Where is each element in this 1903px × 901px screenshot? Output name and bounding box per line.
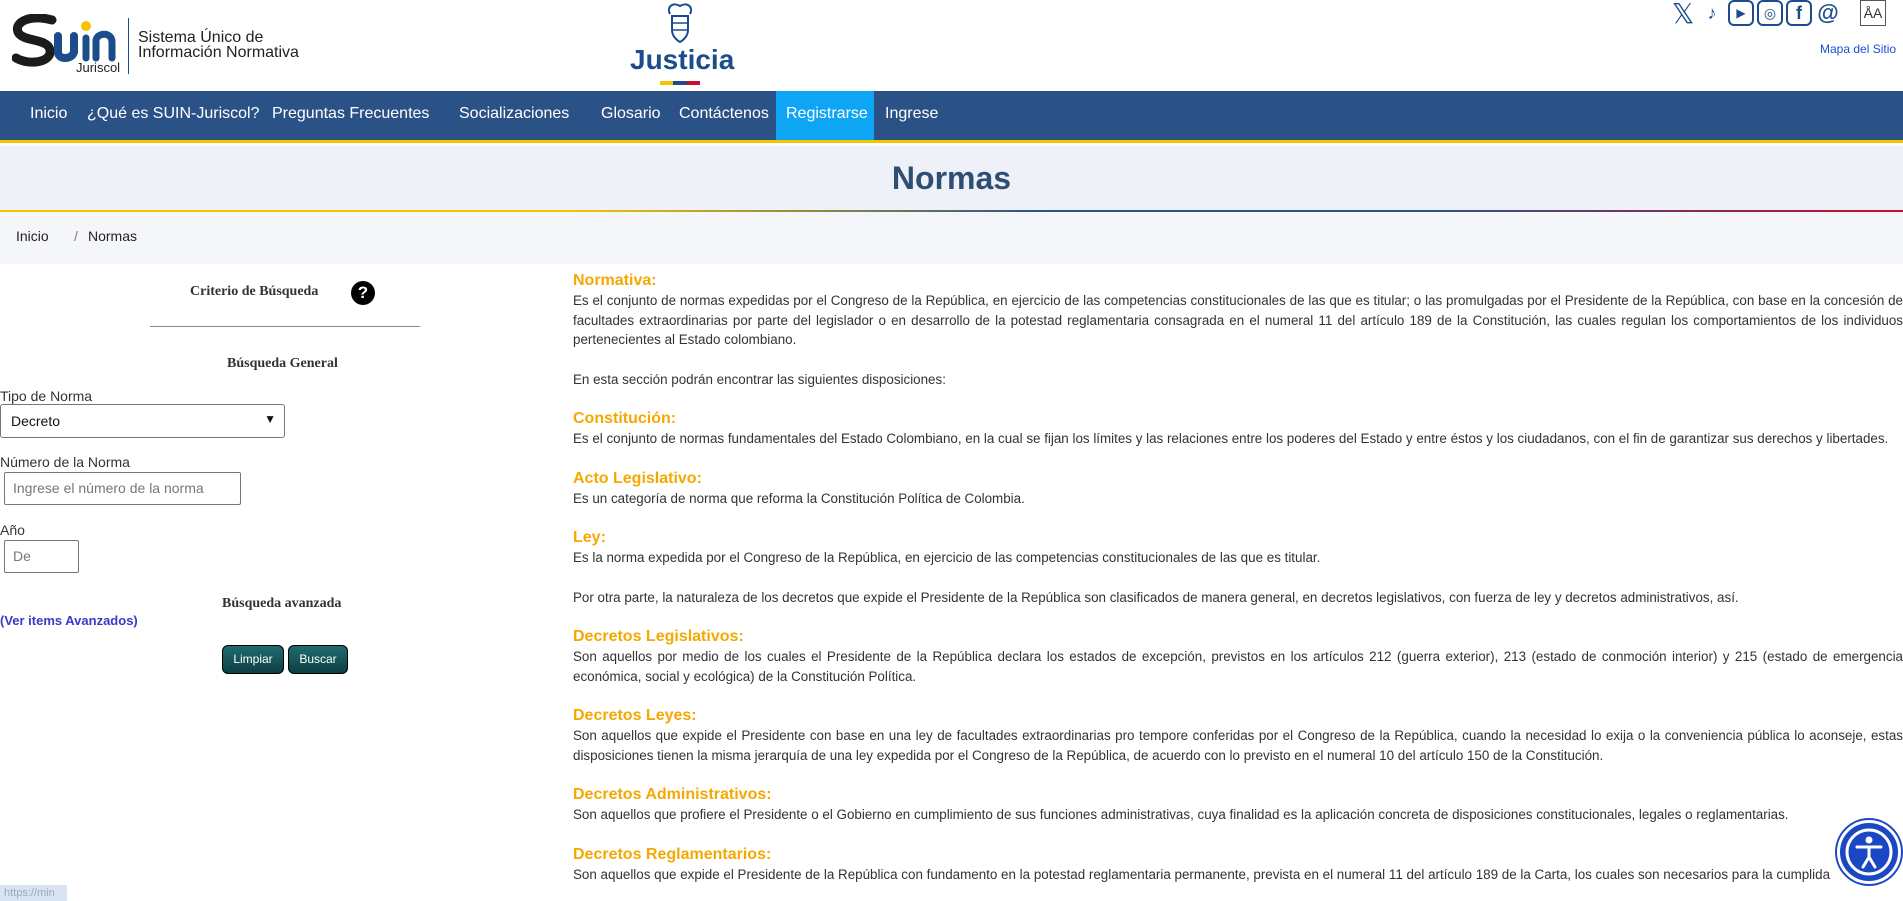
- social-links: [1670, 0, 1841, 28]
- criteria-divider: [150, 326, 420, 327]
- youtube-icon[interactable]: ▶: [1728, 0, 1754, 26]
- accessibility-button[interactable]: [1837, 820, 1901, 884]
- x-icon[interactable]: 𝕏: [1671, 0, 1695, 29]
- logo-text-line2: Información Normativa: [138, 44, 299, 61]
- nav-item-socializaciones[interactable]: Socializaciones: [459, 105, 570, 122]
- nav-item-inicio[interactable]: Inicio: [30, 105, 68, 122]
- logo-text-line1: Sistema Único de: [138, 29, 264, 46]
- number-input[interactable]: Ingrese el número de la norma: [4, 472, 241, 505]
- breadcrumb-separator: /: [74, 228, 78, 244]
- coat-of-arms-icon: [658, 0, 702, 44]
- suin-juriscol-logo[interactable]: [12, 14, 322, 78]
- logo-divider: [128, 18, 129, 74]
- top-header: [0, 0, 1903, 91]
- content-area: [573, 271, 1903, 884]
- instagram-icon[interactable]: ◎: [1757, 0, 1783, 26]
- text-acto-legislativo: Es un categoría de norma que reforma la Constitución Política de Colombia.: [573, 490, 1025, 506]
- nav-item-ingrese[interactable]: Ingrese: [885, 105, 939, 122]
- text-decretos-reglamentarios: Son aquellos que expide el Presidente de la República con fundamento en la potestad reglamentaria permanente, prevista en el numeral 11 del artículo 189 de la Carta, los cuales son necesarios para la cumplida: [573, 866, 1831, 882]
- ministry-name: Justicia: [630, 44, 735, 75]
- threads-icon[interactable]: @: [1817, 0, 1839, 25]
- main-nav: [0, 91, 1903, 143]
- status-url: https://min: [0, 885, 67, 901]
- nav-item-contactenos[interactable]: Contáctenos: [679, 105, 769, 122]
- breadcrumb-current: Normas: [88, 228, 138, 244]
- chevron-down-icon: ▼: [264, 412, 276, 426]
- type-select[interactable]: [0, 404, 285, 438]
- heading-decretos-legislativos: Decretos Legislativos:: [573, 628, 744, 645]
- facebook-icon[interactable]: f: [1786, 0, 1812, 26]
- nav-item-que-es[interactable]: ¿Qué es SUIN-Juriscol?: [87, 105, 260, 122]
- tiktok-icon[interactable]: ♪: [1707, 2, 1717, 23]
- accessibility-icon: [1840, 823, 1898, 881]
- font-size-icon[interactable]: ÅA: [1860, 0, 1886, 26]
- heading-ley: Ley:: [573, 529, 606, 546]
- heading-constitucion: Constitución:: [573, 410, 677, 427]
- advanced-items-link[interactable]: (Ver items Avanzados): [0, 613, 138, 628]
- text-constitucion: Es el conjunto de normas fundamentales del Estado Colombiano, en la cual se fijan los límites y las relaciones entre los poderes del Estado y entre éstos y los ciudadanos, con el fin de garantizar sus derechos y libertades.: [573, 431, 1889, 446]
- heading-decretos-reglamentarios: Decretos Reglamentarios:: [573, 845, 772, 863]
- logo-subtitle: Juriscol: [76, 60, 121, 75]
- type-select-value: Decreto: [11, 413, 61, 429]
- ministry-logo[interactable]: [630, 0, 735, 88]
- search-button[interactable]: Buscar: [288, 645, 348, 674]
- logo-text: [138, 30, 299, 60]
- clear-button[interactable]: Limpiar: [222, 645, 284, 674]
- search-panel: [0, 264, 560, 901]
- nav-item-glosario[interactable]: Glosario: [601, 105, 661, 122]
- breadcrumb-home[interactable]: Inicio: [16, 228, 49, 244]
- heading-decretos-leyes: Decretos Leyes:: [573, 707, 697, 724]
- general-search-title: Búsqueda General: [227, 356, 338, 371]
- heading-decretos-administrativos: Decretos Administrativos:: [573, 786, 772, 803]
- text-decretos-leyes: Son aquellos que expide el Presidente con base en una ley de facultades extraordinarias pro tempore conferidas por el Congreso de la República, cuando la necesidad lo exija o la conveniencia pública lo aconseje, estas disposiciones tienen la misma jerarquía de una ley expedida por el Congreso de la República, de acuerdo con lo previsto en el numeral 10 del artículo 150 de la Constitución.: [573, 728, 1903, 763]
- breadcrumb: [0, 212, 1903, 264]
- text-decretos-intro: Por otra parte, la naturaleza de los decretos que expide el Presidente de la República son clasificados de manera general, en decretos legislativos, con fuerza de ley y decretos administrativos, así.: [573, 589, 1739, 605]
- heading-normativa: Normativa:: [573, 272, 657, 289]
- type-label: Tipo de Norma: [0, 388, 93, 404]
- number-label: Número de la Norma: [0, 454, 130, 470]
- nav-item-preguntas[interactable]: Preguntas Frecuentes: [272, 105, 430, 122]
- heading-acto-legislativo: Acto Legislativo:: [573, 469, 702, 487]
- text-normativa: Es el conjunto de normas expedidas por el Congreso de la República, en ejercicio de las competencias constitucionales de las que es titular; o las promulgadas por el Presidente de la República, con base en la concesión de facultades extraordinarias por parte del legislador o en desarrollo de la potestad reglamentaria consagrada en el numeral 11 del artículo 189 de la Constitución, las cuales regulan los comportamientos de los individuos pertenecientes al Estado colombiano.: [573, 293, 1903, 347]
- advanced-search-title: Búsqueda avanzada: [222, 596, 342, 611]
- criteria-title: Criterio de Búsqueda: [190, 284, 319, 299]
- text-decretos-legislativos: Son aquellos por medio de los cuales el Presidente de la República declara los estados de excepción, previstos en los artículos 212 (guerra exterior), 213 (estado de conmoción interior) y 215 (estado de emergencia económica, social y ecológica) de la Constitución Política.: [573, 649, 1903, 684]
- text-intro: En esta sección podrán encontrar las siguientes disposiciones:: [573, 371, 946, 387]
- page-title: Normas: [891, 160, 1012, 196]
- help-icon[interactable]: ?: [351, 281, 375, 305]
- title-banner: [0, 146, 1903, 212]
- year-input[interactable]: De: [4, 540, 79, 573]
- text-decretos-administrativos: Son aquellos que profiere el Presidente o el Gobierno en cumplimiento de sus funciones administrativas, cuya finalidad es la aplicación concreta de disposiciones constitucionales, legales o reglamentarias.: [573, 807, 1789, 822]
- nav-item-registrarse[interactable]: Registrarse: [776, 91, 874, 140]
- colombia-flag-bar: [660, 81, 700, 85]
- sitemap-link[interactable]: Mapa del Sitio: [1820, 42, 1897, 56]
- year-label: Año: [0, 522, 25, 538]
- text-ley: Es la norma expedida por el Congreso de la República, en ejercicio de las competencias constitucionales de las que es titular.: [573, 550, 1321, 565]
